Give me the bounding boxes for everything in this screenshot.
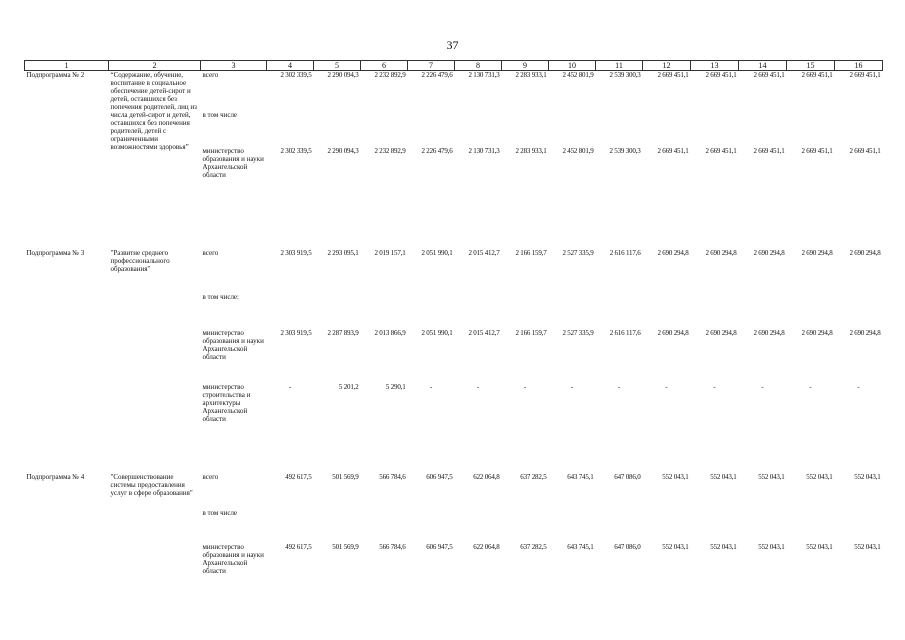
amount-cell: 566 784,6 <box>379 542 406 551</box>
spacer-cell <box>25 227 883 249</box>
amount-cell: 2 130 731,3 <box>468 146 500 155</box>
amount-cell <box>455 293 502 329</box>
spacer-row <box>25 451 883 473</box>
funding-source: в том числе <box>202 508 238 517</box>
amount-cell: 2 690 294,8 <box>849 248 881 257</box>
amount-cell <box>314 509 361 543</box>
amount-cell <box>455 111 502 147</box>
amount-cell <box>835 111 883 147</box>
amount-cell <box>455 509 502 543</box>
amount-cell: 2 690 294,8 <box>657 248 689 257</box>
amount-cell: 622 064,8 <box>473 542 500 551</box>
amount-cell: 2 690 294,8 <box>801 328 833 337</box>
amount-cell: 2 669 451,1 <box>753 146 785 155</box>
amount-cell <box>739 293 787 329</box>
amount-cell <box>549 509 596 543</box>
subprogram-label: Подпрограмма № 4 <box>26 472 85 481</box>
amount-cell <box>739 111 787 147</box>
column-number: 3 <box>201 61 267 71</box>
amount-cell <box>314 293 361 329</box>
amount-cell: 2 290 094,3 <box>327 146 359 155</box>
amount-cell <box>502 111 549 147</box>
spacer-row <box>25 227 883 249</box>
amount-cell: - <box>476 382 480 391</box>
amount-cell: - <box>570 382 574 391</box>
amount-cell <box>596 509 643 543</box>
amount-cell: 2 015 412,7 <box>468 328 500 337</box>
amount-cell: 2 690 294,8 <box>801 248 833 257</box>
column-number-row <box>25 61 883 71</box>
amount-cell <box>408 293 455 329</box>
amount-cell: 2 290 094,3 <box>327 71 359 79</box>
funding-source: министерство образования и науки Архангельской области <box>202 542 264 575</box>
amount-cell <box>267 293 314 329</box>
amount-cell: 2 669 451,1 <box>801 146 833 155</box>
amount-cell <box>361 111 408 147</box>
amount-cell: 501 569,9 <box>332 472 359 481</box>
amount-cell <box>408 509 455 543</box>
amount-cell <box>596 111 643 147</box>
amount-cell: 647 086,0 <box>614 542 641 551</box>
amount-cell: 2 283 933,1 <box>515 71 547 79</box>
amount-cell: 2 287 893,9 <box>327 328 359 337</box>
amount-cell: - <box>809 382 812 391</box>
funding-source: всего <box>202 248 219 257</box>
amount-cell <box>739 509 787 543</box>
amount-cell: 552 043,1 <box>758 542 785 551</box>
amount-cell: 2 527 335,9 <box>562 328 594 337</box>
amount-cell: 2 669 451,1 <box>657 71 689 79</box>
amount-cell: 2 232 892,9 <box>374 71 406 79</box>
amount-cell: - <box>288 382 292 391</box>
amount-cell: 2 226 479,6 <box>421 146 453 155</box>
amount-cell <box>643 111 691 147</box>
amount-cell: - <box>713 382 716 391</box>
amount-cell: 2 051 990,1 <box>421 328 453 337</box>
subprogram-description: "Развитие среднего профессионального образования" <box>110 248 170 273</box>
amount-cell: 2 130 731,3 <box>468 71 500 79</box>
amount-cell: 2 690 294,8 <box>705 328 737 337</box>
amount-cell: 2 283 933,1 <box>515 146 547 155</box>
amount-cell: 2 166 159,7 <box>515 248 547 257</box>
amount-cell: 552 043,1 <box>854 542 881 551</box>
amount-cell: 552 043,1 <box>806 542 833 551</box>
amount-cell: 552 043,1 <box>710 472 737 481</box>
amount-cell: 5 201,2 <box>338 382 359 391</box>
amount-cell: 2 539 300,3 <box>609 146 641 155</box>
amount-cell: 643 745,1 <box>567 542 594 551</box>
amount-cell <box>691 293 739 329</box>
funding-source: министерство образования и науки Архангельской области <box>202 146 264 179</box>
amount-cell: 2 019 157,1 <box>374 248 406 257</box>
amount-cell: 2 690 294,8 <box>849 328 881 337</box>
amount-cell: 552 043,1 <box>710 542 737 551</box>
page-number: 37 <box>446 38 459 52</box>
amount-cell: 2 232 892,9 <box>374 146 406 155</box>
amount-cell: 2 539 300,3 <box>609 71 641 79</box>
amount-cell: 2 293 095,1 <box>327 248 359 257</box>
amount-cell: 5 290,1 <box>385 382 406 391</box>
amount-cell: 2 452 801,9 <box>562 146 594 155</box>
table-row <box>25 71 883 111</box>
amount-cell: 2 669 451,1 <box>705 146 737 155</box>
amount-cell <box>502 509 549 543</box>
amount-cell: 2 616 117,6 <box>609 248 641 257</box>
amount-cell: 2 166 159,7 <box>515 328 547 337</box>
amount-cell: 566 784,6 <box>379 472 406 481</box>
amount-cell: 2 669 451,1 <box>849 146 881 155</box>
amount-cell: 606 947,5 <box>426 472 453 481</box>
amount-cell: 2 669 451,1 <box>849 71 881 79</box>
budget-table <box>24 60 883 599</box>
amount-cell: 552 043,1 <box>662 542 689 551</box>
amount-cell <box>549 111 596 147</box>
amount-cell: 2 690 294,8 <box>753 248 785 257</box>
subprogram-description: “Содержание, обучение, воспитание в социальное обеспечение детей-сирот и детей, оставшихся без попечения родителей, лиц из числа детей-сирот и детей, оставшихся без попечения родителей, детей с ограниченными возможностями здоровья” <box>110 71 197 151</box>
amount-cell: 637 282,5 <box>520 472 547 481</box>
amount-cell <box>691 111 739 147</box>
column-number: 5 <box>314 61 361 71</box>
table-row <box>25 473 883 509</box>
amount-cell: - <box>761 382 764 391</box>
amount-cell <box>787 111 835 147</box>
funding-source: всего <box>202 472 219 481</box>
amount-cell: 2 226 479,6 <box>421 71 453 79</box>
amount-cell: 647 086,0 <box>614 472 641 481</box>
amount-cell: 2 690 294,8 <box>657 328 689 337</box>
amount-cell: 2 302 339,5 <box>280 146 312 155</box>
amount-cell <box>596 293 643 329</box>
amount-cell <box>361 293 408 329</box>
amount-cell: 2 452 801,9 <box>562 71 594 79</box>
amount-cell <box>267 509 314 543</box>
column-number: 1 <box>25 61 109 71</box>
amount-cell <box>502 293 549 329</box>
amount-cell: 643 745,1 <box>567 472 594 481</box>
column-number: 8 <box>455 61 502 71</box>
table-row <box>25 249 883 293</box>
amount-cell <box>643 509 691 543</box>
amount-cell: 492 617,5 <box>285 472 312 481</box>
amount-cell: 2 669 451,1 <box>801 71 833 79</box>
column-number: 16 <box>835 61 883 71</box>
amount-cell <box>835 509 883 543</box>
column-number: 15 <box>787 61 835 71</box>
column-number: 9 <box>502 61 549 71</box>
amount-cell <box>361 509 408 543</box>
funding-source: министерство образования и науки Архангельской области <box>202 328 264 361</box>
column-number: 7 <box>408 61 455 71</box>
amount-cell: 552 043,1 <box>662 472 689 481</box>
amount-cell: - <box>857 382 860 391</box>
amount-cell: 2 303 919,5 <box>280 248 312 257</box>
amount-cell: 2 015 412,7 <box>468 248 500 257</box>
amount-cell: 637 282,5 <box>520 542 547 551</box>
amount-cell: 552 043,1 <box>758 472 785 481</box>
amount-cell <box>835 293 883 329</box>
amount-cell: 622 064,8 <box>473 472 500 481</box>
amount-cell: - <box>523 382 527 391</box>
amount-cell <box>787 509 835 543</box>
amount-cell: 606 947,5 <box>426 542 453 551</box>
funding-source: в том числе <box>202 110 238 119</box>
amount-cell <box>691 509 739 543</box>
amount-cell: 552 043,1 <box>854 472 881 481</box>
amount-cell: 2 302 339,5 <box>280 71 312 79</box>
column-number: 11 <box>596 61 643 71</box>
amount-cell: 552 043,1 <box>806 472 833 481</box>
amount-cell <box>267 111 314 147</box>
amount-cell: 2 690 294,8 <box>705 248 737 257</box>
amount-cell <box>408 111 455 147</box>
amount-cell <box>787 293 835 329</box>
funding-source: всего <box>202 71 219 79</box>
amount-cell: 2 669 451,1 <box>753 71 785 79</box>
subprogram-label: Подпрограмма № 2 <box>26 71 85 79</box>
column-number: 14 <box>739 61 787 71</box>
column-number: 6 <box>361 61 408 71</box>
amount-cell: 2 669 451,1 <box>705 71 737 79</box>
column-number: 4 <box>267 61 314 71</box>
amount-cell: 2 051 990,1 <box>421 248 453 257</box>
amount-cell: 2 616 117,6 <box>609 328 641 337</box>
amount-cell <box>314 111 361 147</box>
funding-source: в том числе: <box>202 292 239 301</box>
column-number: 12 <box>643 61 691 71</box>
funding-source: министерство строительства и архитектуры Архангельской области <box>202 382 251 423</box>
amount-cell: 2 303 919,5 <box>280 328 312 337</box>
subprogram-label: Подпрограмма № 3 <box>26 248 85 257</box>
amount-cell <box>549 293 596 329</box>
amount-cell: - <box>665 382 668 391</box>
amount-cell: 2 013 866,9 <box>374 328 406 337</box>
amount-cell: - <box>429 382 433 391</box>
amount-cell: 492 617,5 <box>285 542 312 551</box>
amount-cell <box>643 293 691 329</box>
amount-cell: 2 690 294,8 <box>753 328 785 337</box>
spacer-cell <box>25 451 883 473</box>
subprogram-description: "Совершенствование системы предоставления услуг в сфере образования" <box>110 472 193 497</box>
column-number: 2 <box>109 61 201 71</box>
amount-cell: 2 669 451,1 <box>657 146 689 155</box>
amount-cell: 2 527 335,9 <box>562 248 594 257</box>
column-number: 10 <box>549 61 596 71</box>
amount-cell: - <box>617 382 621 391</box>
column-number: 13 <box>691 61 739 71</box>
amount-cell: 501 569,9 <box>332 542 359 551</box>
